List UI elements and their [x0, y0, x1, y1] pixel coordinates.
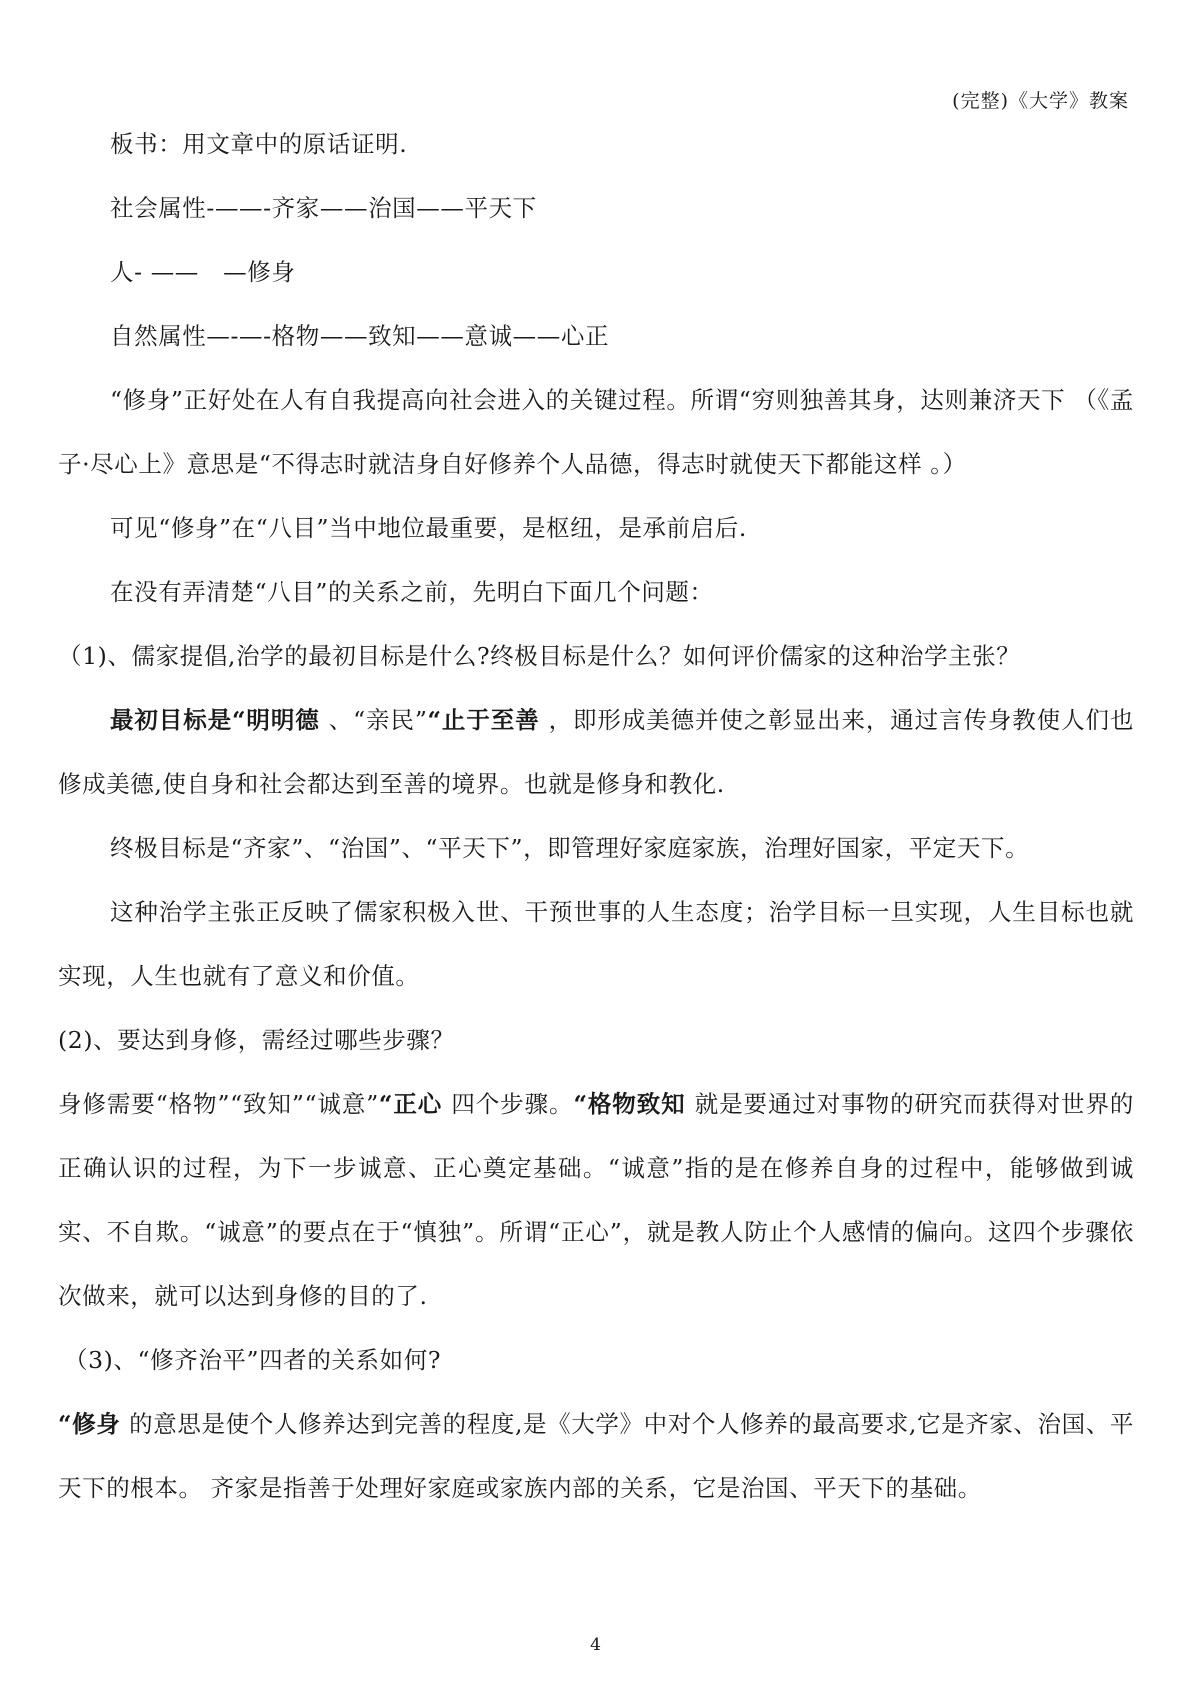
- question-1: （1)、儒家提倡,治学的最初目标是什么?终极目标是什么？如何评价儒家的这种治学主张？: [58, 642, 1021, 670]
- answer-1-bold-mingmingde: 最初目标是“明明德: [110, 706, 329, 734]
- blackboard-social-line: 社会属性-——-齐家——治国——平天下: [110, 194, 537, 222]
- answer-2-steps: 四个步骤。: [451, 1090, 574, 1118]
- answer-1-evaluation: 这种治学主张正反映了儒家积极入世、干预世事的人生态度；治学目标一旦实现，人生目标也就实现，人生也就有了意义和价值。: [58, 898, 1134, 990]
- answer-2: [58, 1072, 1134, 1328]
- answer-2-bold-zhengxin: “正心: [378, 1090, 452, 1118]
- document-header: (完整)《大学》教案: [952, 90, 1129, 112]
- blackboard-intro: 板书：用文章中的原话证明.: [110, 130, 408, 158]
- answer-1-initial-goal: [58, 688, 1134, 816]
- paragraph-xiushen: “修身”正好处在人有自我提高向社会进入的关键过程。所谓“穷则独善其身，达则兼济天下 （《孟子·尽心上》意思是“不得志时就洁身自好修养个人品德，得志时就使天下都能这样 。）: [58, 386, 1134, 478]
- paragraph-questions-intro: 在没有弄清楚“八目”的关系之前，先明白下面几个问题：: [110, 578, 714, 606]
- question-3: （3)、“修齐治平”四者的关系如何?: [64, 1346, 442, 1374]
- answer-1-bold-zhishan: “止于至善: [427, 706, 549, 734]
- page-number: 4: [590, 1635, 601, 1655]
- answer-3-bold-xiushen: “修身: [58, 1410, 130, 1438]
- answer-3: [58, 1392, 1134, 1520]
- answer-2-rest: 就是要通过对事物的研究而获得对世界的正确认识的过程，为下一步诚意、正心奠定基础。“诚意”指的是在修养自身的过程中，能够做到诚实、不自欺。“诚意”的要点在于“慎独”。所谓“正心”，就是教人防止个人感情的偏向。这四个步骤依次做来，就可以达到身修的目的了.: [58, 1090, 1134, 1310]
- answer-2-bold-gewuzhizhi: “格物致知: [573, 1090, 695, 1118]
- blackboard-natural-line: 自然属性—-—-格物——致知——意诚——心正: [110, 322, 610, 350]
- document-body: [58, 112, 1134, 1520]
- answer-1-ultimate-goal: 终极目标是“齐家”、“治国”、“平天下”，即管理好家庭家族，治理好国家，平定天下。: [110, 834, 1030, 862]
- paragraph-importance: 可见“修身”在“八目”当中地位最重要，是枢纽，是承前启后.: [110, 514, 747, 542]
- blackboard-person-line: 人- —— —修身: [110, 258, 296, 286]
- answer-1-qinmin: 、“亲民”: [328, 706, 428, 734]
- answer-3-rest: 的意思是使个人修养达到完善的程度,是《大学》中对个人修养的最高要求,它是齐家、治国、平天下的根本。 齐家是指善于处理好家庭或家族内部的关系，它是治国、平天下的基础。: [58, 1410, 1134, 1502]
- answer-2-start: 身修需要“格物”“致知”“诚意”: [58, 1090, 379, 1118]
- answer-1-rest: ，即形成美德并使之彰显出来，通过言传身教使人们也修成美德,使自身和社会都达到至善的境界。也就是修身和教化.: [58, 706, 1134, 798]
- question-2: (2)、要达到身修，需经过哪些步骤？: [58, 1026, 455, 1054]
